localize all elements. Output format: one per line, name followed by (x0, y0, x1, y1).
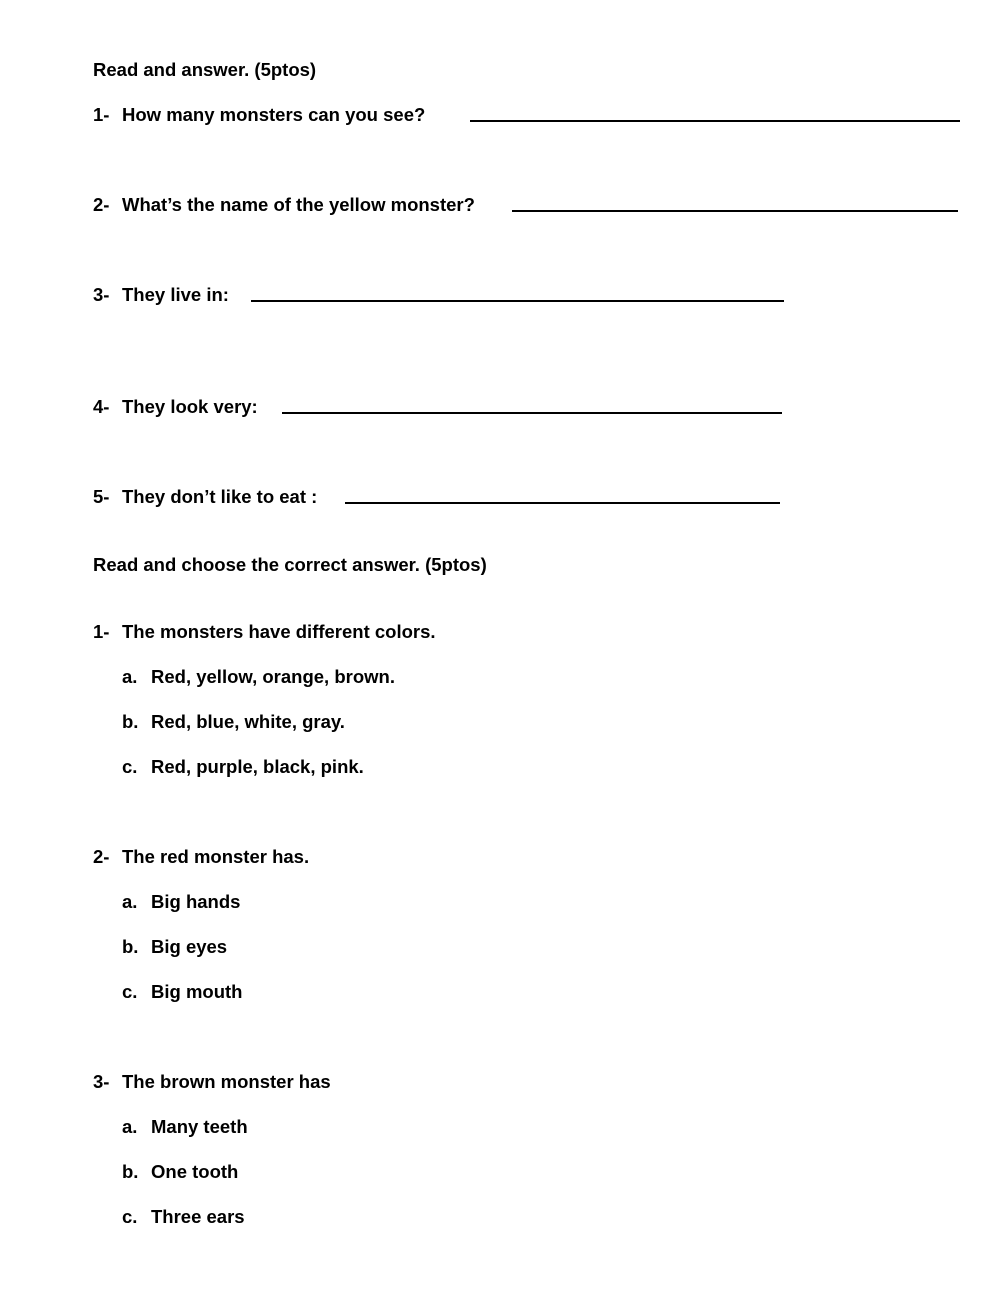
section1-heading: Read and answer. (5ptos) (93, 59, 317, 80)
question-text: The monsters have different colors. (122, 621, 436, 642)
question-text: They don’t like to eat : (122, 486, 318, 507)
question-number: 1- (93, 621, 110, 642)
option-text[interactable]: Red, purple, black, pink. (151, 756, 364, 777)
question-number: 5- (93, 486, 110, 507)
question-number: 2- (93, 846, 110, 867)
option-text[interactable]: Red, blue, white, gray. (151, 711, 345, 732)
answer-line-1[interactable] (470, 120, 960, 122)
answer-line-5[interactable] (345, 502, 780, 504)
option-text[interactable]: Three ears (151, 1206, 245, 1227)
option-text[interactable]: Big hands (151, 891, 241, 912)
question-text: The brown monster has (122, 1071, 331, 1092)
question-number: 1- (93, 104, 110, 125)
option-letter[interactable]: a. (122, 1116, 138, 1137)
question-number: 3- (93, 284, 110, 305)
option-letter[interactable]: c. (122, 756, 138, 777)
answer-line-4[interactable] (282, 412, 782, 414)
question-number: 2- (93, 194, 110, 215)
option-text[interactable]: Big eyes (151, 936, 228, 957)
option-letter[interactable]: c. (122, 981, 138, 1002)
question-text: How many monsters can you see? (122, 104, 426, 125)
question-number: 3- (93, 1071, 110, 1092)
option-text[interactable]: Big mouth (151, 981, 243, 1002)
question-number: 4- (93, 396, 110, 417)
question-text: They look very: (122, 396, 258, 417)
option-text[interactable]: Many teeth (151, 1116, 248, 1137)
option-text[interactable]: One tooth (151, 1161, 239, 1182)
option-letter[interactable]: c. (122, 1206, 138, 1227)
option-letter[interactable]: b. (122, 936, 139, 957)
answer-line-2[interactable] (512, 210, 958, 212)
option-letter[interactable]: b. (122, 1161, 139, 1182)
option-text[interactable]: Red, yellow, orange, brown. (151, 666, 395, 687)
option-letter[interactable]: a. (122, 666, 138, 687)
question-text: They live in: (122, 284, 229, 305)
question-text: The red monster has. (122, 846, 310, 867)
answer-line-3[interactable] (251, 300, 784, 302)
section2-heading: Read and choose the correct answer. (5ptos) (93, 554, 487, 575)
option-letter[interactable]: a. (122, 891, 138, 912)
option-letter[interactable]: b. (122, 711, 139, 732)
question-text: What’s the name of the yellow monster? (122, 194, 475, 215)
